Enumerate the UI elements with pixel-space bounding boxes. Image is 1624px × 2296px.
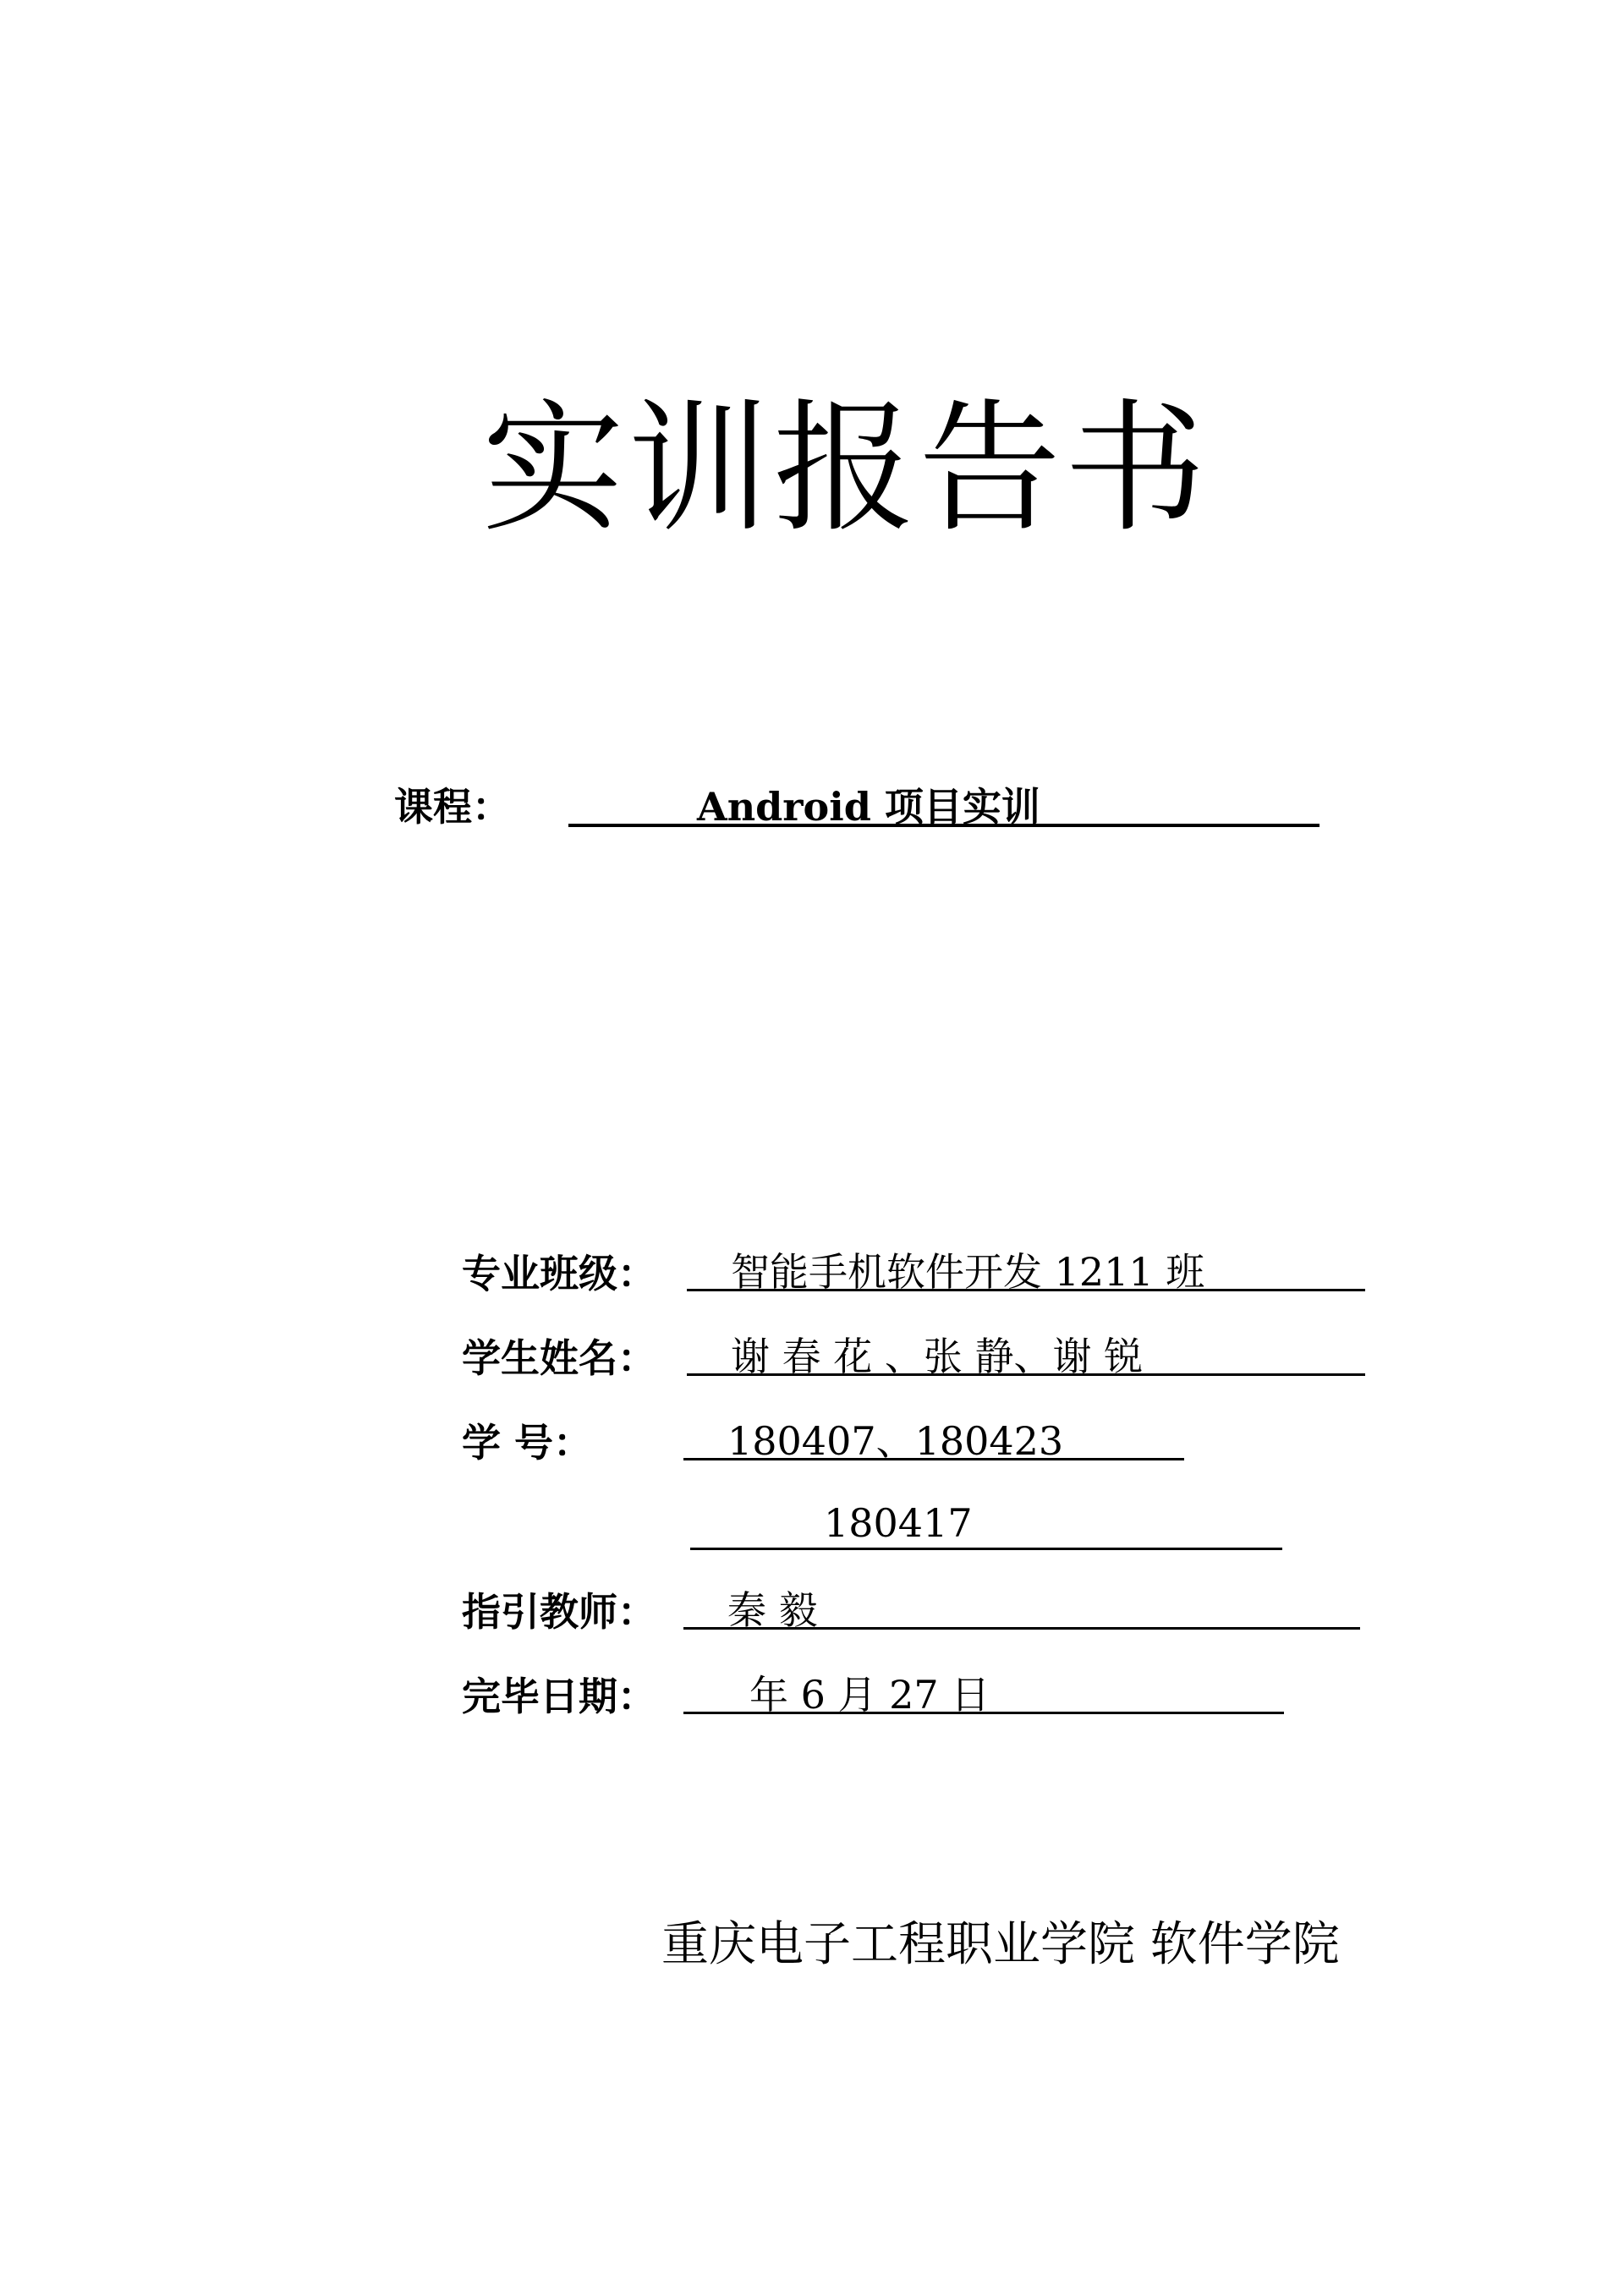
page-title: 实训报告书 bbox=[482, 386, 1210, 551]
institution-name: 重庆电子工程职业学院 软件学院 bbox=[661, 1917, 1340, 1972]
student-ids-field-line2 bbox=[690, 1497, 1282, 1550]
student-ids-field bbox=[683, 1407, 1184, 1464]
major-class-field bbox=[687, 1238, 1365, 1295]
student-names-field bbox=[687, 1323, 1365, 1379]
completion-date-field bbox=[683, 1661, 1284, 1718]
major-class-value: 智能手机软件开发 1211 班 bbox=[731, 1249, 1205, 1295]
student-ids-label: 学 号： bbox=[462, 1420, 593, 1466]
major-class-label: 专业班级： bbox=[462, 1251, 656, 1296]
completion-date-value: 年 6 月 27 日 bbox=[749, 1672, 990, 1718]
student-names-label: 学生姓名： bbox=[462, 1335, 656, 1381]
course-label: 课程： bbox=[394, 784, 511, 830]
student-names-value: 谢 春 花 、张 静、谢 锐 bbox=[731, 1334, 1144, 1379]
student-ids-value-line2: 180417 bbox=[824, 1500, 973, 1546]
completion-date-label: 完毕日期： bbox=[462, 1674, 656, 1719]
advisor-field bbox=[683, 1576, 1360, 1633]
course-value: Android 项目实训 bbox=[697, 784, 1040, 830]
advisor-label: 指引教师： bbox=[462, 1589, 656, 1635]
course-field bbox=[568, 771, 1320, 830]
advisor-value: 秦 毅 bbox=[727, 1587, 818, 1633]
student-ids-value: 180407、180423 bbox=[727, 1418, 1064, 1464]
